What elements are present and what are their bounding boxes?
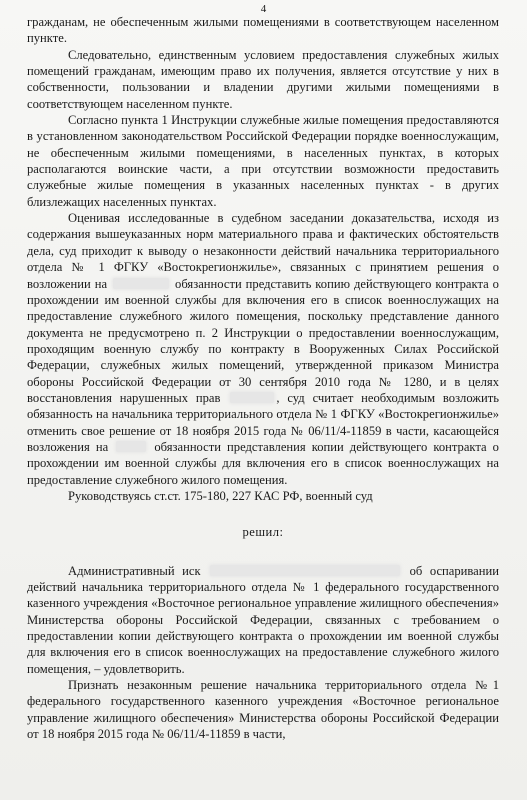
assessment-part-2: обязанности представить копию действующего контракта о прохождении им военной службы для включения его в список военнослужащих на предоставление служебного жилого помещения, поскольку представление данного документа не предусмотрено п. 2 Инструкции о предоставлении военнослужащим, проходящим военную службу по контракту в Вооруженных Силах Российской Федерации, служебных жилых помещений, утвержденной приказом Министра обороны Российской Федерации от 30 сентября 2010 года № 1280, и в целях восстановления нарушенных прав xyxy=(27,276,499,405)
paragraph-instruction-clause: Согласно пункта 1 Инструкции служебные жилые помещения предоставляются в установленном законодательством Российской Федерации порядке военнослужащим, не обеспеченным жилыми помещениями, в населенных пунктах, в которых располагаются воинские части, а при отсутствии возможности предоставить служебные жилые помещения в указанных населенных пунктах - в других близлежащих населенных пунктах. xyxy=(27,113,499,209)
paragraph-continuation: гражданам, не обеспеченным жилыми помещениями в соответствующем населенном пункте. xyxy=(27,15,499,46)
paragraph-conclusion: Следовательно, единственным условием предоставления служебных жилых помещений гражданам, имеющим право их получения, является отсутствие у них в собственности, пользовании и владении другими жилыми помещениями в соответствующем населенном пункте. xyxy=(27,47,499,111)
claim-part-2: об оспаривании действий начальника территориального отдела № 1 федерального государственного казенного учреждения «Восточное региональное управление жилищного обеспечения» Министерства обороны Российской Федерации, связанных с требованием о предоставлении копии действующего контракта о прохождении им военной службы для включения его в список военнослужащих на предоставление служебного жилого помещения, – удовлетворить. xyxy=(27,563,499,676)
paragraph-decision-unlawful: Признать незаконным решение начальника территориального отдела №1 федерального государственного казенного учреждения «Восточное региональное управление жилищного обеспечения» Министерства обороны Российской Федерации от 18 ноября 2015 года № 06/11/4-11859 в части, xyxy=(27,678,499,742)
paragraph-court-assessment xyxy=(27,210,499,488)
claim-part-1: Административный иск xyxy=(68,563,201,578)
paragraph-claim-satisfied xyxy=(27,563,499,677)
redacted-name xyxy=(230,392,274,403)
assessment-part-1: Оценивая исследованные в судебном заседании доказательства, исходя из содержания вышеуказанных норм материального права и фактических обстоятельств дела, суд приходит к выводу о незаконности действий начальника территориального отдела № 1 ФГКУ «Востокрегионжилье», связанных с принятием решения о возложении на xyxy=(27,211,499,291)
assessment-part-4: обязанности представления копии действующего контракта о прохождении им военной службы для включения его в список военнослужащих на предоставление служебного жилого помещения. xyxy=(27,439,499,487)
redacted-name xyxy=(116,441,146,452)
redacted-name xyxy=(210,565,400,576)
paragraph-legal-basis: Руководствуясь ст.ст. 175-180, 227 КАС РФ, военный суд xyxy=(68,488,373,503)
assessment-part-3: , суд считает необходимым возложить обязанность на начальника территориального отдела № 1 ФГКУ «Востокрегионжилье» отменить свое решение от 18 ноября 2015 года № 06/11/4-11859 в части, касающейся возложения на xyxy=(27,390,499,454)
heading-decision: решил: xyxy=(242,525,284,540)
redacted-name xyxy=(113,278,169,289)
document-body xyxy=(27,14,499,742)
page-number: 4 xyxy=(260,3,267,15)
